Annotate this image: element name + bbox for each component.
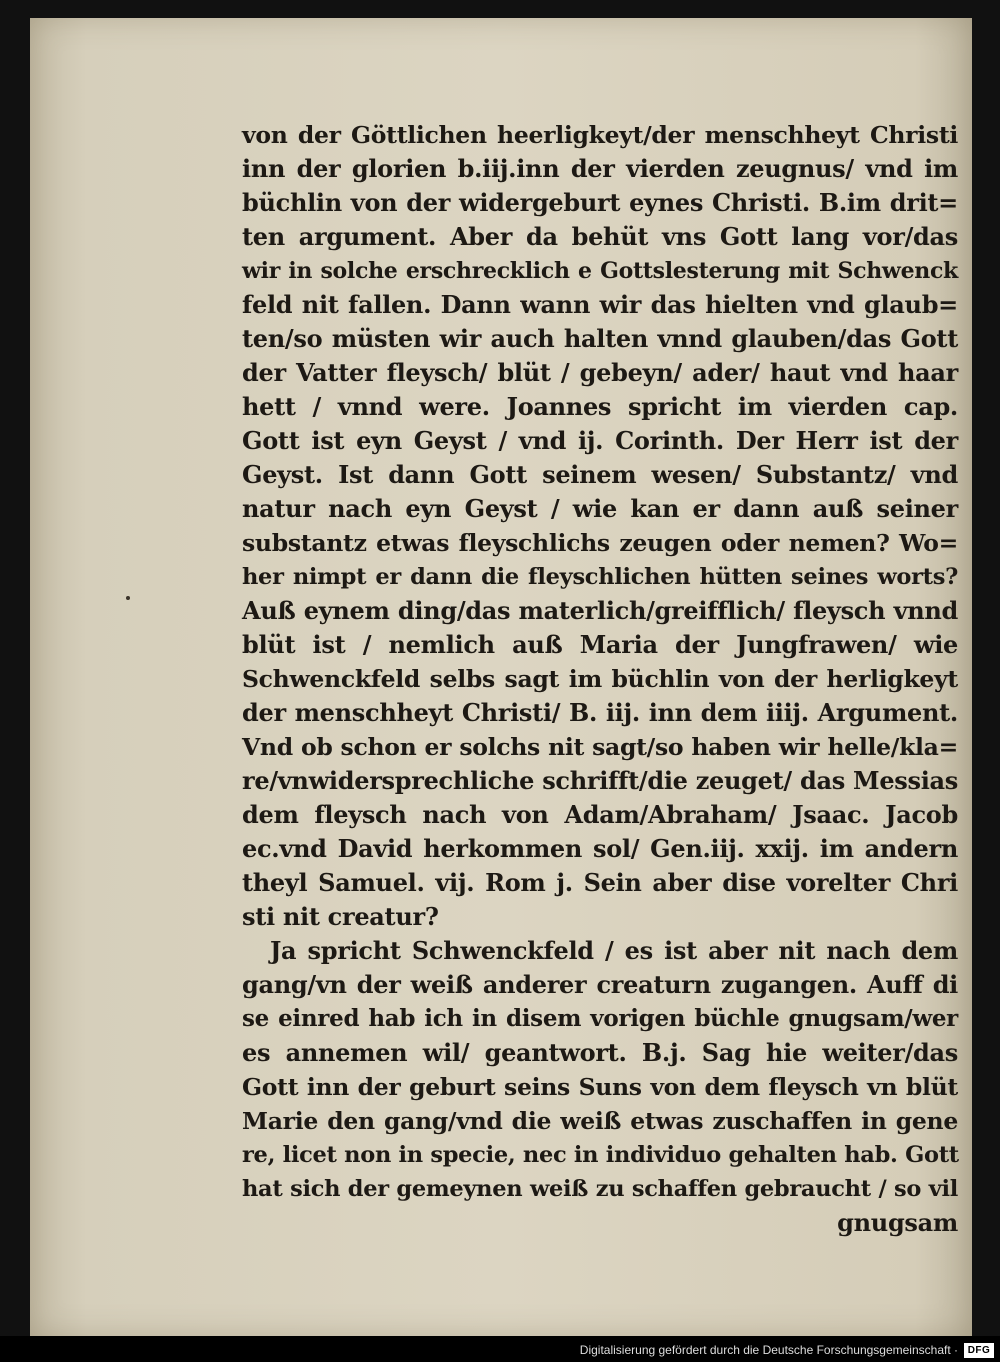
funding-notice: Digitalisierung gefördert durch die Deutsche Forschungsgemeinschaft · [579, 1343, 958, 1357]
text-line-25: Ja spricht Schwenckfeld / es ist aber nit nach dem [270, 936, 958, 965]
text-line-6: feld nit fallen. Dann wann wir das hielten vnd glaub= [242, 290, 958, 319]
text-line-27: se einred hab ich in disem vorigen büchle gnugsam/wer [242, 1005, 958, 1032]
text-line-8: der Vatter fleysch/ blüt / gebeyn/ ader/ haut vnd haar [242, 358, 958, 387]
text-line-23: theyl Samuel. vij. Rom j. Sein aber dise vorelter Chri [242, 868, 958, 897]
text-line-2: inn der glorien b.iij.inn der vierden zeugnus/ vnd im [242, 154, 958, 183]
text-line-5: wir in solche erschrecklich e Gottslesterung mit Schwenck [242, 258, 958, 284]
text-line-30: Marie den gang/vnd die weiß etwas zuschaffen in gene [242, 1107, 958, 1135]
footer-bar [0, 1336, 1000, 1362]
dfg-logo: DFG [964, 1343, 994, 1358]
text-line-15: Auß eynem ding/das materlich/greifflich/ fleysch vnnd [242, 596, 958, 625]
text-line-14: her nimpt er dann die fleyschlichen hütten seines worts? [242, 564, 958, 590]
text-line-17: Schwenckfeld selbs sagt im büchlin von der herligkeyt [242, 665, 958, 693]
text-line-19: Vnd ob schon er solchs nit sagt/so haben wir helle/kla= [242, 733, 958, 761]
book-page [30, 18, 972, 1336]
catchword: gnugsam [837, 1208, 958, 1237]
text-line-32: hat sich der gemeynen weiß zu schaffen gebraucht / so vil [242, 1176, 958, 1202]
text-line-26: gang/vn der weiß anderer creaturn zugangen. Auff di [242, 970, 958, 999]
text-line-22: ec.vnd David herkommen sol/ Gen.iij. xxij. im andern [242, 834, 958, 863]
text-line-29: Gott inn der geburt seins Suns von dem fleysch vn blüt [242, 1073, 958, 1101]
text-line-1: von der Göttlichen heerligkeyt/der menschheyt Christi [242, 121, 958, 149]
page-text [242, 118, 959, 1237]
text-line-28: es annemen wil/ geantwort. B.j. Sag hie weiter/das [242, 1038, 958, 1067]
text-line-16: blüt ist / nemlich auß Maria der Jungfrawen/ wie [242, 630, 958, 659]
text-line-20: re/vnwidersprechliche schrifft/die zeuget/ das Messias [242, 766, 958, 795]
text-line-10: Gott ist eyn Geyst / vnd ij. Corinth. Der Herr ist der [242, 426, 958, 455]
text-line-3: büchlin von der widergeburt eynes Christi. B.im drit= [242, 188, 958, 217]
text-line-11: Geyst. Ist dann Gott seinem wesen/ Substantz/ vnd [242, 460, 958, 489]
ink-speck [126, 596, 130, 600]
text-line-12: natur nach eyn Geyst / wie kan er dann auß seiner [242, 494, 958, 523]
text-line-4: ten argument. Aber da behüt vns Gott lang vor/das [242, 222, 958, 251]
text-line-18: der menschheyt Christi/ B. iij. inn dem iiij. Argument. [242, 698, 958, 727]
text-line-9: hett / vnnd were. Joannes spricht im vierden cap. [242, 392, 958, 421]
text-line-13: substantz etwas fleyschlichs zeugen oder nemen? Wo= [242, 529, 958, 557]
text-line-21: dem fleysch nach von Adam/Abraham/ Jsaac. Jacob [242, 800, 958, 829]
text-line-31: re, licet non in specie, nec in individuo gehalten hab. Gott [242, 1142, 959, 1168]
text-line-24: sti nit creatur? [242, 902, 439, 931]
text-line-7: ten/so müsten wir auch halten vnnd glauben/das Gott [242, 324, 958, 353]
